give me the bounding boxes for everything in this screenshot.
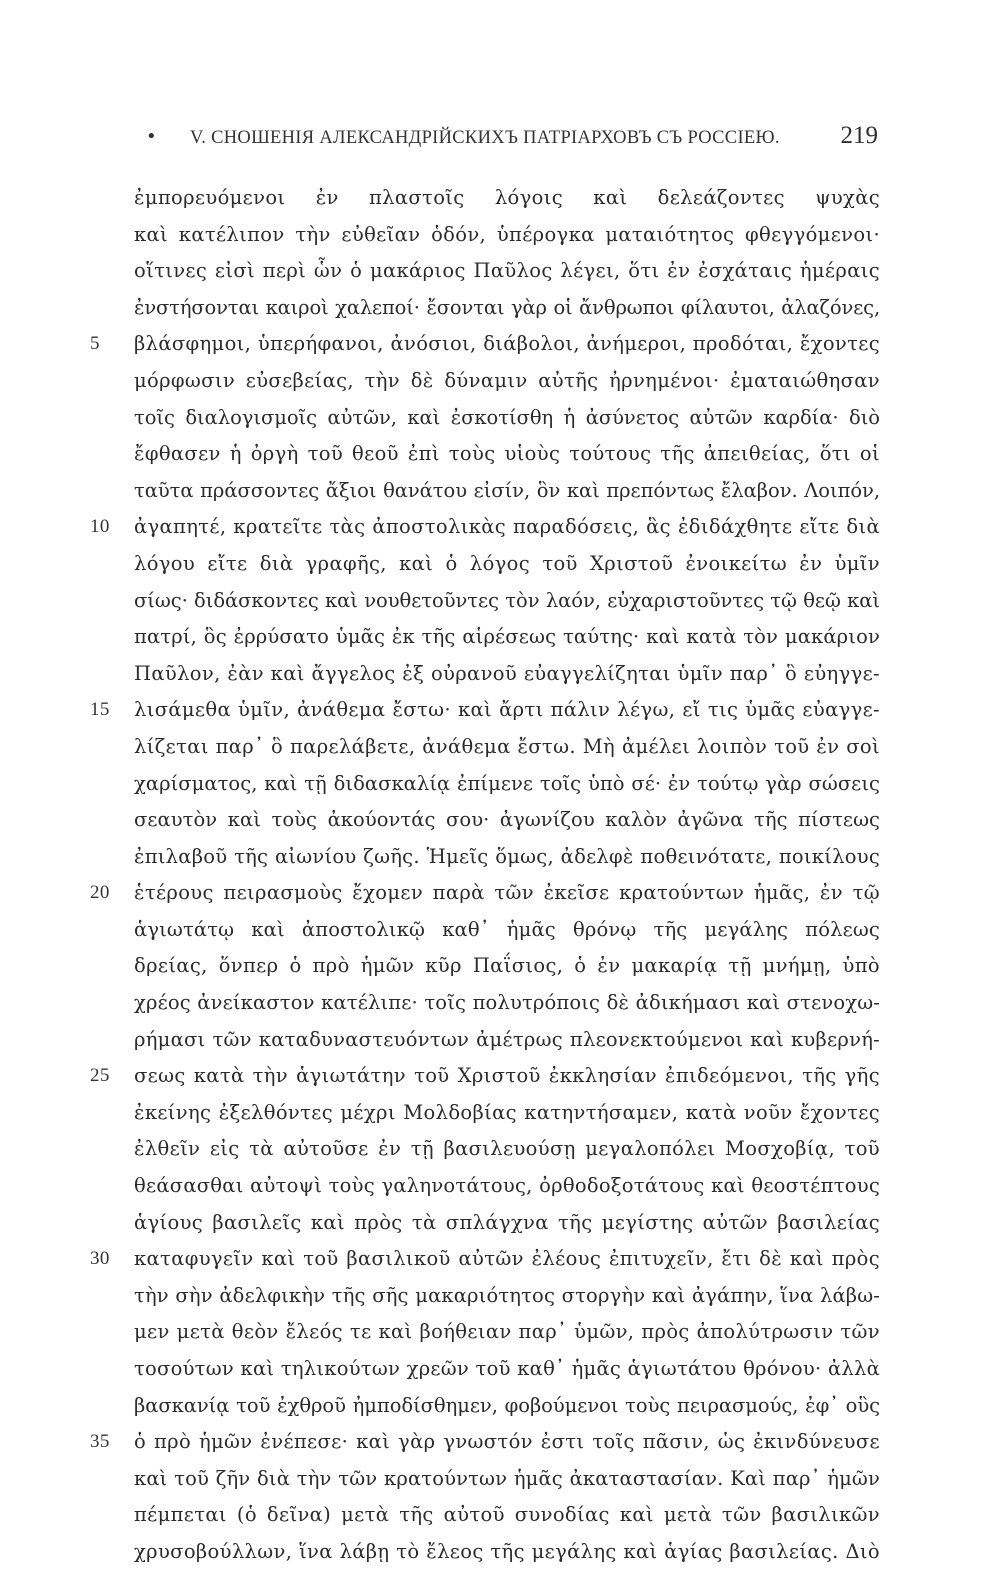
line-text: ἐνστήσονται καιροὶ χαλεποί· ἔσονται γὰρ οἱ ἄνθρωποι φίλαυτοι, ἀλαζόνες, [134, 295, 880, 319]
text-line [90, 509, 880, 546]
line-text: μόρφωσιν εὐσεβείας, τὴν δὲ δύναμιν αὐτῆς ἠρνημένοι· ἐματαιώθησαν [134, 368, 880, 392]
line-text: χαρίσματος, καὶ τῇ διδασκαλίᾳ ἐπίμενε τοῖς ὑπὸ σέ· ἐν τούτῳ γὰρ σώσεις [134, 771, 880, 795]
line-text: δρείας, ὅνπερ ὁ πρὸ ἡμῶν κῦρ Παΐσιος, ὁ ἐν μακαρίᾳ τῇ μνήμῃ, ὑπὸ [134, 954, 880, 978]
text-line [134, 1095, 880, 1132]
text-line [134, 1388, 880, 1425]
line-text: οἵτινες εἰσὶ περὶ ὧν ὁ μακάριος Παῦλος λέγει, ὅτι ἐν ἐσχάταις ἡμέραις [134, 259, 880, 283]
line-text: ἔφθασεν ἡ ὀργὴ τοῦ θεοῦ ἐπὶ τοὺς υἱοὺς τούτους τῆς ἀπειθείας, ὅτι οἱ [134, 442, 880, 466]
line-text: χρέος ἀνείκαστον κατέλιπε· τοῖς πολυτρόποις δὲ ἀδικήμασι καὶ στενοχω- [134, 991, 880, 1015]
text-line [134, 1131, 880, 1168]
line-text: Παῦλον, ἐὰν καὶ ἄγγελος ἐξ οὐρανοῦ εὐαγγελίζηται ὑμῖν παρ᾿ ὃ εὐηγγε- [134, 661, 880, 685]
line-text: ἐπιλαβοῦ τῆς αἰωνίου ζωῆς. Ἡμεῖς ὅμως, ἀδελφὲ ποθεινότατε, ποικίλους [134, 844, 880, 868]
line-text: καὶ τοῦ ζῆν διὰ τὴν τῶν κρατούντων ἡμᾶς ἀκαταστασίαν. Καὶ παρ᾿ ἡμῶν [134, 1466, 880, 1490]
line-number: 15 [90, 699, 110, 721]
text-line [134, 619, 880, 656]
line-text: σίως· διδάσκοντες καὶ νουθετοῦντες τὸν λαόν, εὐχαριστοῦντες τῷ θεῷ καὶ [134, 588, 880, 612]
line-text: τοῖς διαλογισμοῖς αὐτῶν, καὶ ἐσκοτίσθη ἡ ἀσύνετος αὐτῶν καρδία· διὸ [134, 405, 880, 429]
text-line [134, 583, 880, 620]
line-number: 20 [90, 882, 110, 904]
text-line [134, 253, 880, 290]
line-text: χρυσοβούλλων, ἵνα λάβῃ τὸ ἔλεος τῆς μεγάλης καὶ ἁγίας βασιλείας. Διὸ [134, 1539, 880, 1563]
text-line [134, 1351, 880, 1388]
bullet-mark: • [146, 126, 157, 147]
page-number: 219 [840, 122, 878, 149]
line-text: λόγου εἴτε διὰ γραφῆς, καὶ ὁ λόγος τοῦ Χριστοῦ ἐνοικείτω ἐν ὑμῖν [134, 551, 880, 575]
text-line [134, 1022, 880, 1059]
text-line [134, 1278, 880, 1315]
line-text: ἐλθεῖν εἰς τὰ αὐτοῦσε ἐν τῇ βασιλευούσῃ μεγαλοπόλει Μοσχοβίᾳ, τοῦ [134, 1137, 880, 1161]
line-text: λισάμεθα ὑμῖν, ἀνάθεμα ἔστω· καὶ ἄρτι πάλιν λέγω, εἴ τις ὑμᾶς εὐαγγε- [134, 698, 880, 722]
line-text: καὶ κατέλιπον τὴν εὐθεῖαν ὁδόν, ὑπέρογκα ματαιότητος φθεγγόμενοι· [134, 222, 880, 246]
text-line [134, 839, 880, 876]
line-text: ἑτέρους πειρασμοὺς ἔχομεν παρὰ τῶν ἐκεῖσε κρατούντων ἡμᾶς, ἐν τῷ [134, 881, 880, 905]
line-number: 30 [90, 1248, 110, 1270]
text-line [134, 1168, 880, 1205]
text-line [90, 1058, 880, 1095]
text-line [134, 802, 880, 839]
text-line [134, 766, 880, 803]
line-text: ἐκείνης ἐξελθόντες μέχρι Μολδοβίας κατηντήσαμεν, κατὰ νοῦν ἔχοντες [134, 1100, 880, 1124]
text-line [134, 290, 880, 327]
line-number: 10 [90, 516, 110, 538]
text-line [90, 692, 880, 729]
line-text: ρήμασι τῶν καταδυναστευόντων ἀμέτρως πλεονεκτούμενοι καὶ κυβερνή- [134, 1027, 880, 1051]
text-line [90, 875, 880, 912]
text-line [134, 729, 880, 766]
text-line [134, 473, 880, 510]
text-line [90, 1424, 880, 1461]
text-line [134, 985, 880, 1022]
text-line [134, 656, 880, 693]
line-text: θεάσασθαι αὐτοψὶ τοὺς γαληνοτάτους, ὀρθοδοξοτάτους καὶ θεοστέπτους [134, 1174, 880, 1198]
line-number: 5 [90, 333, 100, 355]
line-text: ἁγίους βασιλεῖς καὶ πρὸς τὰ σπλάγχνα τῆς μεγίστης αὐτῶν βασιλείας [134, 1210, 880, 1234]
running-head [130, 122, 878, 154]
line-text: βλάσφημοι, ὑπερήφανοι, ἀνόσιοι, διάβολοι, ἀνήμεροι, προδόται, ἔχοντες [134, 332, 880, 356]
text-line [134, 436, 880, 473]
text-line [134, 217, 880, 254]
text-line [134, 1314, 880, 1351]
text-line [134, 180, 880, 217]
text-line [134, 1205, 880, 1242]
text-line [134, 948, 880, 985]
text-line [90, 1241, 880, 1278]
line-text: σεαυτὸν καὶ τοὺς ἀκούοντάς σου· ἀγωνίζου καλὸν ἀγῶνα τῆς πίστεως [134, 808, 880, 832]
line-text: ἀγαπητέ, κρατεῖτε τὰς ἀποστολικὰς παραδόσεις, ἃς ἐδιδάχθητε εἴτε διὰ [134, 515, 880, 539]
line-text: καταφυγεῖν καὶ τοῦ βασιλικοῦ αὐτῶν ἐλέους ἐπιτυχεῖν, ἔτι δὲ καὶ πρὸς [134, 1247, 880, 1271]
line-number: 25 [90, 1065, 110, 1087]
line-text: τὴν σὴν ἀδελφικὴν τῆς σῆς μακαριότητος στοργὴν καὶ ἀγάπην, ἵνα λάβω- [134, 1283, 880, 1307]
text-line [134, 912, 880, 949]
text-line [90, 326, 880, 363]
text-line [134, 1497, 880, 1534]
text-line [134, 363, 880, 400]
line-text: βασκανίᾳ τοῦ ἐχθροῦ ἠμποδίσθημεν, φοβούμενοι τοὺς πειρασμούς, ἐφ᾿ οὓς [134, 1393, 880, 1417]
line-text: ἐμπορευόμενοι ἐν πλαστοῖς λόγοις καὶ δελεάζοντες ψυχὰς [134, 186, 880, 209]
text-line [134, 400, 880, 437]
text-line [134, 1534, 880, 1571]
line-text: σεως κατὰ τὴν ἁγιωτάτην τοῦ Χριστοῦ ἐκκλησίαν ἐπιδεόμενοι, τῆς γῆς [134, 1064, 880, 1088]
text-line [134, 546, 880, 583]
line-text: πατρί, ὃς ἐρρύσατο ὑμᾶς ἐκ τῆς αἱρέσεως ταύτης· καὶ κατὰ τὸν μακάριον [134, 625, 880, 649]
line-text: τοσούτων καὶ τηλικούτων χρεῶν τοῦ καθ᾿ ἡμᾶς ἁγιωτάτου θρόνου· ἀλλὰ [134, 1357, 880, 1380]
line-text: ταῦτα πράσσοντες ἄξιοι θανάτου εἰσίν, ὃν καὶ πρεπόντως ἔλαβον. Λοιπόν, [134, 478, 880, 502]
line-text: ὁ πρὸ ἡμῶν ἐνέπεσε· καὶ γὰρ γνωστόν ἐστι τοῖς πᾶσιν, ὡς ἐκινδύνευσε [134, 1430, 880, 1454]
line-number: 35 [90, 1431, 110, 1453]
running-title: V. СНОШЕНІЯ АЛЕКСАНДРІЙСКИХЪ ПАТРІАРХОВЪ СЪ РОССІЕЮ. [190, 128, 780, 148]
line-text: ἁγιωτάτῳ καὶ ἀποστολικῷ καθ᾿ ἡμᾶς θρόνῳ τῆς μεγάλης πόλεως [134, 917, 880, 941]
text-line [134, 1461, 880, 1498]
body-text [90, 180, 880, 1571]
line-text: πέμπεται (ὁ δεῖνα) μετὰ τῆς αὐτοῦ συνοδίας καὶ μετὰ τῶν βασιλικῶν [134, 1503, 880, 1527]
line-text: λίζεται παρ᾿ ὃ παρελάβετε, ἀνάθεμα ἔστω. Μὴ ἀμέλει λοιπὸν τοῦ ἐν σοὶ [134, 734, 880, 758]
line-text: μεν μετὰ θεὸν ἔλεός τε καὶ βοήθειαν παρ᾿ ὑμῶν, πρὸς ἀπολύτρωσιν τῶν [134, 1320, 880, 1344]
